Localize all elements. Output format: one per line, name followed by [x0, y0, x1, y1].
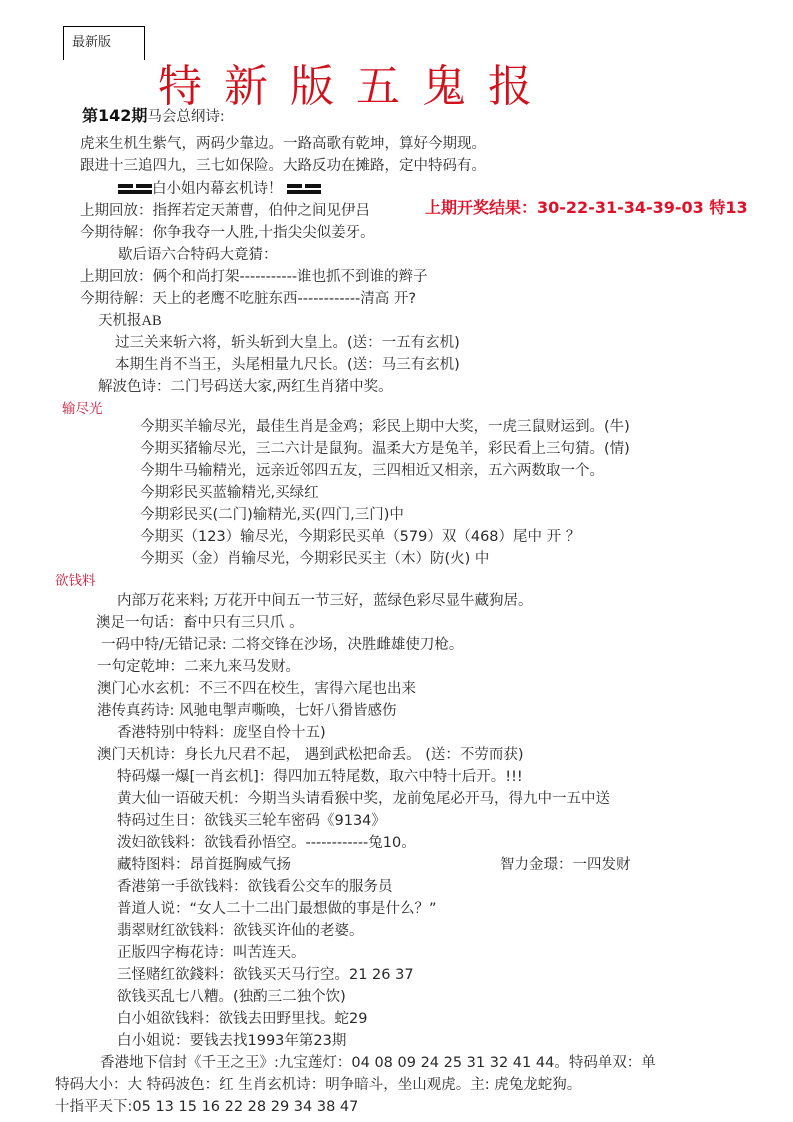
last-result — [425, 195, 748, 218]
yuqianliao-line-9: 特码爆一爆[一肖玄机]：得四加五特尾数，取六中特十后开。!!! — [117, 769, 523, 785]
yuqianliao-line-7: 香港特别中特料：庞坚自怜十五) — [117, 725, 326, 741]
shujinguang-line-3: 今期牛马输精光，远亲近邻四五友，三四相近又相亲，五六两数取一个。 — [140, 463, 604, 479]
issue-line — [82, 107, 225, 126]
intro-poem-line-1: 虎来生机生紫气，两码少靠边。一路高歌有乾坤，算好今期现。 — [80, 136, 486, 152]
footer-line-1: 香港地下信封《千王之王》:九宝莲灯：04 08 09 24 25 31 32 41 44。特码单双：单 — [100, 1055, 656, 1071]
tianji-line-1: 过三关来斩六将，斩头斩到大皇上。(送：一五有玄机) — [115, 335, 460, 351]
trigram-icon — [287, 183, 321, 195]
xiehouyu-last-review: 上期回放：俩个和尚打架-----------谁也抓不到谁的辫子 — [80, 269, 428, 285]
footer-line-3: 十指平天下:05 13 15 16 22 28 29 34 38 47 — [55, 1099, 359, 1115]
bai-heading-text: 白小姐内幕玄机诗！ — [152, 181, 283, 197]
shujinguang-line-5: 今期彩民买(二门)输精光,买(四门,三门)中 — [140, 507, 404, 523]
last-result-label: 上期开奖结果： — [425, 198, 538, 217]
yuqianliao-line-1: 内部万花来料; 万花开中间五一节三好，蓝绿色彩尽显牛藏狗居。 — [117, 593, 533, 609]
xiehouyu-this-issue: 今期待解：天上的老鹰不吃脏东西------------清高 开? — [80, 291, 417, 307]
yuqianliao-line-20: 白小姐欲钱料：欲钱去田野里找。蛇29 — [117, 1011, 368, 1027]
yuqianliao-line-21: 白小姐说：要钱去找1993年第23期 — [117, 1033, 347, 1049]
yuqianliao-line-14: 香港第一手欲钱料：欲钱看公交车的服务员 — [117, 879, 393, 895]
last-result-special: 特13 — [709, 198, 748, 217]
yuqianliao-line-4: 一句定乾坤：二来九来马发财。 — [97, 659, 300, 675]
trigram-icon — [118, 183, 152, 195]
yuqianliao-line-19: 欲钱买乱七八糟。(独酌三二独个饮) — [117, 989, 346, 1005]
yuqianliao-line-10: 黄大仙一语破天机：今期当头请看猴中奖，龙前兔尾必开马，得九中一五中送 — [117, 791, 610, 807]
bai-last-review: 上期回放：指挥若定天萧曹，伯仲之间见伊吕 — [80, 203, 370, 219]
shujinguang-line-1: 今期买羊输尽光，最佳生肖是金鸡；彩民上期中大奖，一虎三鼠财运到。(牛) — [140, 419, 630, 435]
xiehouyu-heading: 歇后语六合特码大竟猜： — [118, 247, 278, 263]
yuqianliao-side-note: 智力金璟：一四发财 — [500, 857, 631, 873]
yuqianliao-line-18: 三怪赌红欲錢料：欲钱买天马行空。21 26 37 — [117, 967, 414, 983]
bai-heading — [118, 180, 321, 198]
tianji-heading: 天机报AB — [98, 313, 162, 329]
bose-poem: 解波色诗：二门号码送大家,两红生肖猪中奖。 — [98, 379, 393, 395]
yuqianliao-line-12: 泼妇欲钱料：欲钱看孙悟空。------------兔10。 — [117, 835, 416, 851]
page-title: 特新版五鬼报 — [158, 61, 554, 112]
shujinguang-line-4: 今期彩民买蓝输精光,买绿红 — [140, 485, 319, 501]
yuqianliao-line-16: 翡翠财红欲钱料：欲钱买许仙的老婆。 — [117, 923, 364, 939]
yuqianliao-line-2: 澳足一句话：畜中只有三只爪 。 — [96, 615, 304, 631]
intro-poem-line-2: 跟进十三追四九，三七如保险。大路反功在摊路，定中特码有。 — [80, 158, 486, 174]
yuqianliao-line-6: 港传真药诗: 风驰电掣声嘶唤，七奸八猾皆感伤 — [97, 703, 397, 719]
issue-suffix: 马会总纲诗: — [147, 109, 225, 125]
yuqianliao-line-17: 正版四字梅花诗：叫苦连天。 — [117, 945, 306, 961]
yuqianliao-line-8: 澳门天机诗：身长九尺君不起， 遇到武松把命丢。 (送：不劳而获) — [97, 747, 524, 763]
tianji-line-2: 本期生肖不当王，头尾相量九尺长。(送：马三有玄机) — [115, 357, 460, 373]
section-heading-yuqianliao: 欲钱料 — [55, 573, 96, 589]
shujinguang-line-7: 今期买（金）肖输尽光，今期彩民买主（木）防(火) 中 — [140, 551, 490, 567]
edition-badge: 最新版 — [63, 26, 145, 60]
shujinguang-line-6: 今期买（123）输尽光，今期彩民买单（579）双（468）尾中 开 ？ — [140, 529, 581, 545]
section-heading-shujinguang: 输尽光 — [62, 401, 103, 417]
yuqianliao-line-5: 澳门心水玄机：不三不四在校生，害得六尾也出来 — [97, 681, 416, 697]
issue-number: 第142期 — [82, 106, 148, 125]
yuqianliao-line-13: 藏特图料：昂首挺胸威气扬 — [117, 857, 291, 873]
bai-this-issue: 今期待解：你争我夺一人胜,十指尖尖似姜牙。 — [80, 225, 375, 241]
shujinguang-line-2: 今期买猪输尽光，三二六计是鼠狗。温柔大方是兔羊，彩民看上三句猜。(情) — [140, 441, 630, 457]
yuqianliao-line-11: 特码过生日：欲钱买三轮车密码《9134》 — [117, 813, 386, 829]
last-result-numbers: 30-22-31-34-39-03 — [537, 198, 704, 217]
footer-line-2: 特码大小：大 特码波色：红 生肖玄机诗：明争暗斗，坐山观虎。主: 虎兔龙蛇狗。 — [55, 1077, 582, 1093]
yuqianliao-line-3: 一码中特/无错记录: 二将交锋在沙场，决胜雌雄使刀枪。 — [101, 637, 464, 653]
yuqianliao-line-15: 普道人说：“女人二十二出门最想做的事是什么？” — [117, 901, 437, 917]
